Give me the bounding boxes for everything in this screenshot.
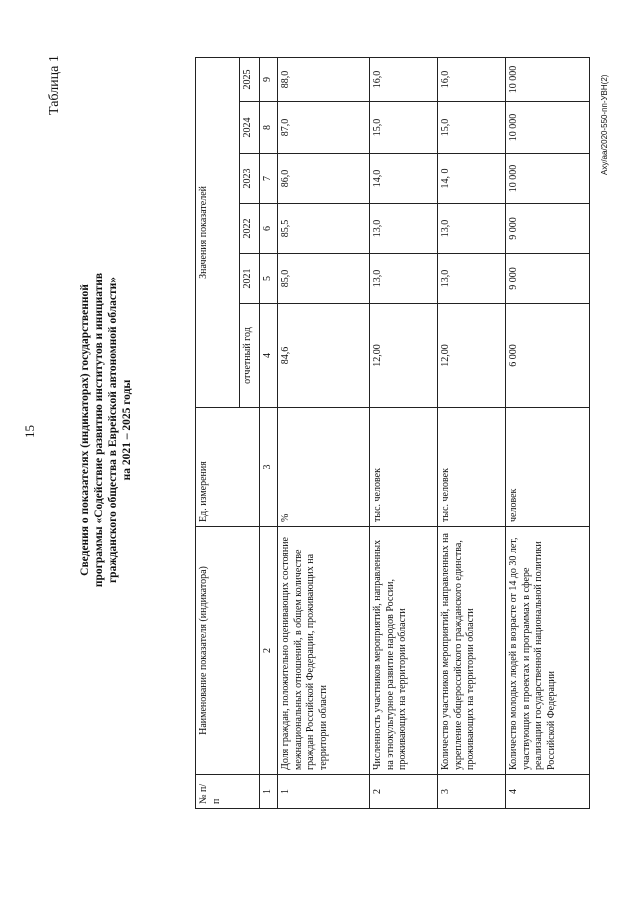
table-row [438, 57, 506, 808]
header-year: 2024 [240, 102, 260, 154]
header-no: № п/п [196, 775, 260, 809]
row-value: 85,5 [278, 204, 370, 254]
indicators-table [195, 57, 590, 809]
row-unit: % [278, 408, 370, 527]
header-year: 2021 [240, 254, 260, 304]
row-value: 86,0 [278, 154, 370, 204]
title-line: на 2021 – 2025 годы [121, 379, 133, 481]
row-report: 12,00 [370, 304, 438, 408]
row-value: 87,0 [278, 102, 370, 154]
row-unit: человек [506, 408, 590, 527]
row-value: 14, 0 [438, 154, 506, 204]
column-number: 9 [260, 57, 278, 101]
header-unit: Ед. измерения [196, 408, 260, 527]
column-number: 7 [260, 154, 278, 204]
row-name: Доля граждан, положительно оценивающих состояние межнациональных отношений, в общем количестве граждан Российской Федерации, проживающих на территории области [278, 527, 370, 775]
header-report-year: отчетный год [240, 304, 260, 408]
header-year: 2025 [240, 57, 260, 101]
row-value: 10 000 [506, 102, 590, 154]
row-value: 15,0 [438, 102, 506, 154]
row-value: 13,0 [438, 254, 506, 304]
column-number: 3 [260, 408, 278, 527]
row-no: 3 [438, 775, 506, 809]
column-number: 1 [260, 775, 278, 809]
row-value: 9 000 [506, 204, 590, 254]
header-year: 2023 [240, 154, 260, 204]
column-number: 6 [260, 204, 278, 254]
title-line: гражданского общества в Еврейской автономной области» [107, 276, 119, 584]
row-no: 1 [278, 775, 370, 809]
row-value: 13,0 [438, 204, 506, 254]
row-name: Количество участников мероприятий, направленных на укрепление общероссийского гражданского единства, проживающих на территории области [438, 527, 506, 775]
row-value: 16,0 [370, 57, 438, 101]
table-row [370, 57, 438, 808]
column-number: 5 [260, 254, 278, 304]
row-report: 6 000 [506, 304, 590, 408]
header-name: Наименование показателя (индикатора) [196, 527, 260, 775]
column-number: 2 [260, 527, 278, 775]
row-report: 84,6 [278, 304, 370, 408]
row-report: 12,00 [438, 304, 506, 408]
row-value: 85,0 [278, 254, 370, 304]
column-number: 8 [260, 102, 278, 154]
document-title [78, 165, 134, 695]
column-number: 4 [260, 304, 278, 408]
title-line: Сведения о показателях (индикаторах) государственной [79, 284, 91, 576]
row-value: 14,0 [370, 154, 438, 204]
header-year: 2022 [240, 204, 260, 254]
row-no: 4 [506, 775, 590, 809]
row-name: Численность участников мероприятий, направленных на этнокультурное развитие народов России, проживающих на территории области [370, 527, 438, 775]
row-value: 9 000 [506, 254, 590, 304]
row-value: 10 000 [506, 57, 590, 101]
row-no: 2 [370, 775, 438, 809]
footer-code: Аху/аа/2020-550-пп-УВН(2) [600, 74, 609, 175]
table-row [278, 57, 370, 808]
title-line: программы «Содействие развитию институтов и инициатив [93, 272, 105, 588]
page-number: 15 [22, 425, 37, 438]
row-name: Количество молодых людей в возрасте от 14 до 30 лет, участвующих в проектах и программах в сфере реализации государственной национальной политики Российской Федерации [506, 527, 590, 775]
row-unit: тыс. человек [370, 408, 438, 527]
row-value: 88,0 [278, 57, 370, 101]
table-label: Таблица 1 [47, 55, 62, 115]
header-values: Значения показателей [196, 57, 240, 407]
row-value: 10 000 [506, 154, 590, 204]
table-row [506, 57, 590, 808]
row-value: 13,0 [370, 204, 438, 254]
row-value: 16,0 [438, 57, 506, 101]
row-value: 15,0 [370, 102, 438, 154]
row-value: 13,0 [370, 254, 438, 304]
row-unit: тыс. человек [438, 408, 506, 527]
